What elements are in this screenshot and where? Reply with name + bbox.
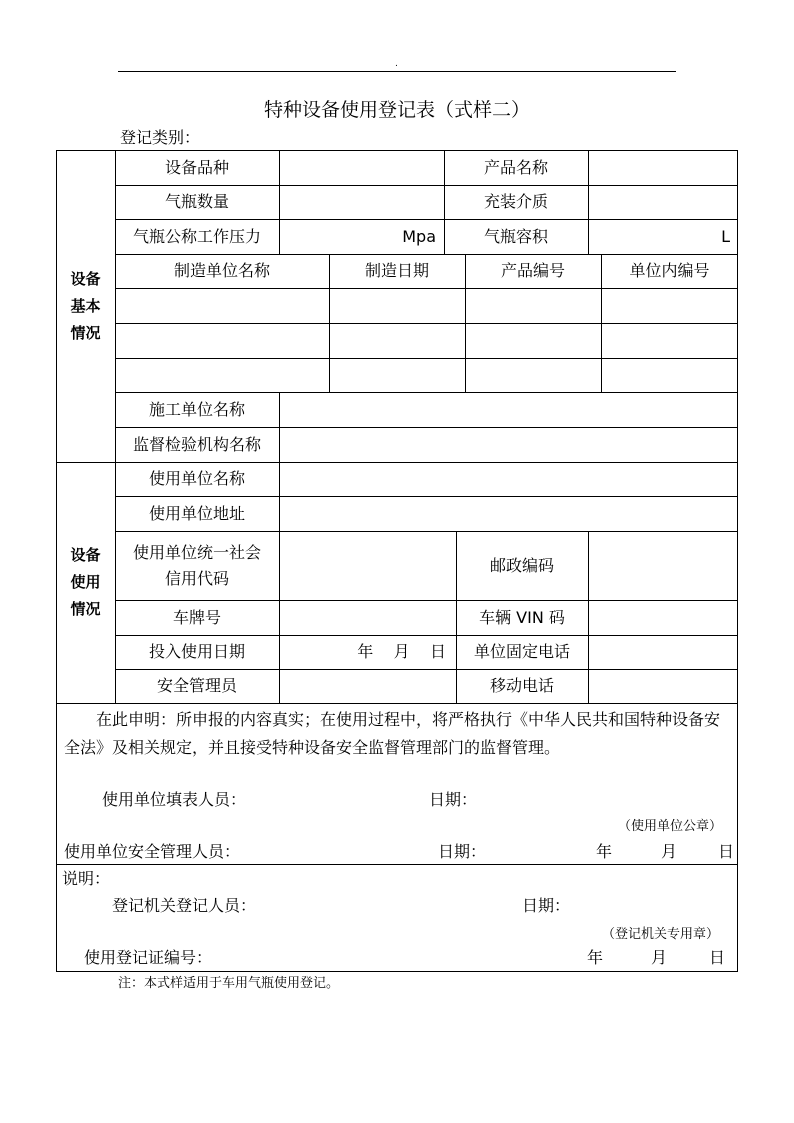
credit-code-label: 使用单位统一社会 信用代码 [132, 542, 261, 588]
unit-name-field[interactable] [279, 462, 738, 496]
product-number-cell[interactable] [465, 288, 601, 323]
manufacturer-cell[interactable] [115, 358, 329, 392]
registration-form-table [56, 150, 738, 972]
fill-medium-field[interactable] [588, 185, 738, 219]
vin-code-label: 车辆 VIN 码 [479, 607, 565, 627]
filler-date-label: 日期： [429, 790, 478, 809]
equipment-type-label: 设备品种 [164, 157, 229, 177]
declaration-month: 月 [661, 842, 678, 861]
manufacture-date-column-header: 制造日期 [364, 261, 429, 280]
nominal-pressure-field[interactable] [279, 219, 444, 254]
construction-unit-label: 施工单位名称 [148, 399, 245, 419]
construction-unit-field[interactable] [279, 392, 738, 427]
certificate-number-label: 使用登记证编号： [84, 948, 213, 967]
cylinder-volume-field[interactable] [588, 219, 738, 254]
safety-person-label: 使用单位安全管理人员： [64, 842, 241, 861]
postal-code-field[interactable] [588, 531, 738, 600]
unit-name-label: 使用单位名称 [148, 469, 245, 488]
remarks-label: 说明： [62, 869, 111, 888]
start-date-field[interactable]: 年 月 日 [357, 642, 446, 661]
unit-address-label: 使用单位地址 [148, 503, 245, 523]
remarks-year: 年 [587, 948, 604, 967]
unit-address-field[interactable] [279, 496, 738, 531]
remarks-month: 月 [651, 948, 668, 967]
declaration-day: 日 [718, 842, 735, 861]
internal-number-cell[interactable] [601, 288, 738, 323]
safety-manager-field[interactable] [279, 669, 456, 703]
declaration-year: 年 [596, 842, 613, 861]
form-title: 特种设备使用登记表（式样二） [263, 99, 530, 121]
manufacturer-cell[interactable] [115, 288, 329, 323]
declaration-text: 在此申明：所申报的内容真实；在使用过程中，将严格执行《中华人民共和国特种设备安全法》及相关规定，并且接受特种设备安全监督管理部门的监督管理。 [64, 710, 721, 757]
manufacturer-column-header: 制造单位名称 [173, 261, 270, 280]
product-name-label: 产品名称 [483, 157, 548, 177]
plate-number-label: 车牌号 [172, 607, 221, 627]
credit-code-field[interactable] [279, 531, 456, 600]
registration-type-label: 登记类别： [120, 128, 201, 147]
safety-manager-label: 安全管理员 [156, 676, 237, 695]
section-basic-label: 设备 基本 情况 [70, 269, 101, 342]
product-number-cell[interactable] [465, 358, 601, 392]
registrar-date-label: 日期： [522, 896, 571, 915]
volume-unit: L [721, 226, 730, 246]
landline-label: 单位固定电话 [473, 642, 570, 661]
mobile-field[interactable] [588, 669, 738, 703]
cylinder-volume-label: 气瓶容积 [483, 226, 548, 246]
vin-code-field[interactable] [588, 600, 738, 635]
postal-code-label: 邮政编码 [489, 555, 554, 575]
header-dot: . [395, 59, 398, 69]
plate-number-field[interactable] [279, 600, 456, 635]
manufacturer-cell[interactable] [115, 323, 329, 358]
filler-label: 使用单位填表人员： [102, 790, 247, 809]
inspection-agency-label: 监督检验机构名称 [132, 434, 261, 454]
product-number-cell[interactable] [465, 323, 601, 358]
section-usage-label: 设备 使用 情况 [70, 546, 101, 618]
unit-seal-label: （使用单位公章） [618, 819, 723, 834]
header-rule [118, 71, 676, 72]
manufacture-date-cell[interactable] [329, 323, 465, 358]
authority-seal-label: （登记机关专用章） [602, 927, 720, 942]
pressure-unit: Mpa [402, 226, 436, 246]
safety-person-date-label: 日期： [438, 842, 487, 861]
nominal-pressure-label: 气瓶公称工作压力 [132, 226, 261, 246]
internal-number-cell[interactable] [601, 323, 738, 358]
remarks-day: 日 [709, 948, 726, 967]
equipment-type-field[interactable] [279, 150, 444, 185]
landline-field[interactable] [588, 635, 738, 669]
registrar-label: 登记机关登记人员： [112, 896, 257, 915]
cylinder-count-label: 气瓶数量 [164, 192, 229, 211]
inspection-agency-field[interactable] [279, 427, 738, 462]
internal-number-column-header: 单位内编号 [629, 261, 710, 280]
manufacture-date-cell[interactable] [329, 358, 465, 392]
mobile-label: 移动电话 [489, 676, 554, 695]
cylinder-count-field[interactable] [279, 185, 444, 219]
product-name-field[interactable] [588, 150, 738, 185]
footnote: 注：本式样适用于车用气瓶使用登记。 [118, 976, 340, 991]
start-date-label: 投入使用日期 [148, 642, 245, 661]
internal-number-cell[interactable] [601, 358, 738, 392]
product-number-column-header: 产品编号 [500, 261, 565, 280]
fill-medium-label: 充装介质 [483, 192, 548, 211]
manufacture-date-cell[interactable] [329, 288, 465, 323]
